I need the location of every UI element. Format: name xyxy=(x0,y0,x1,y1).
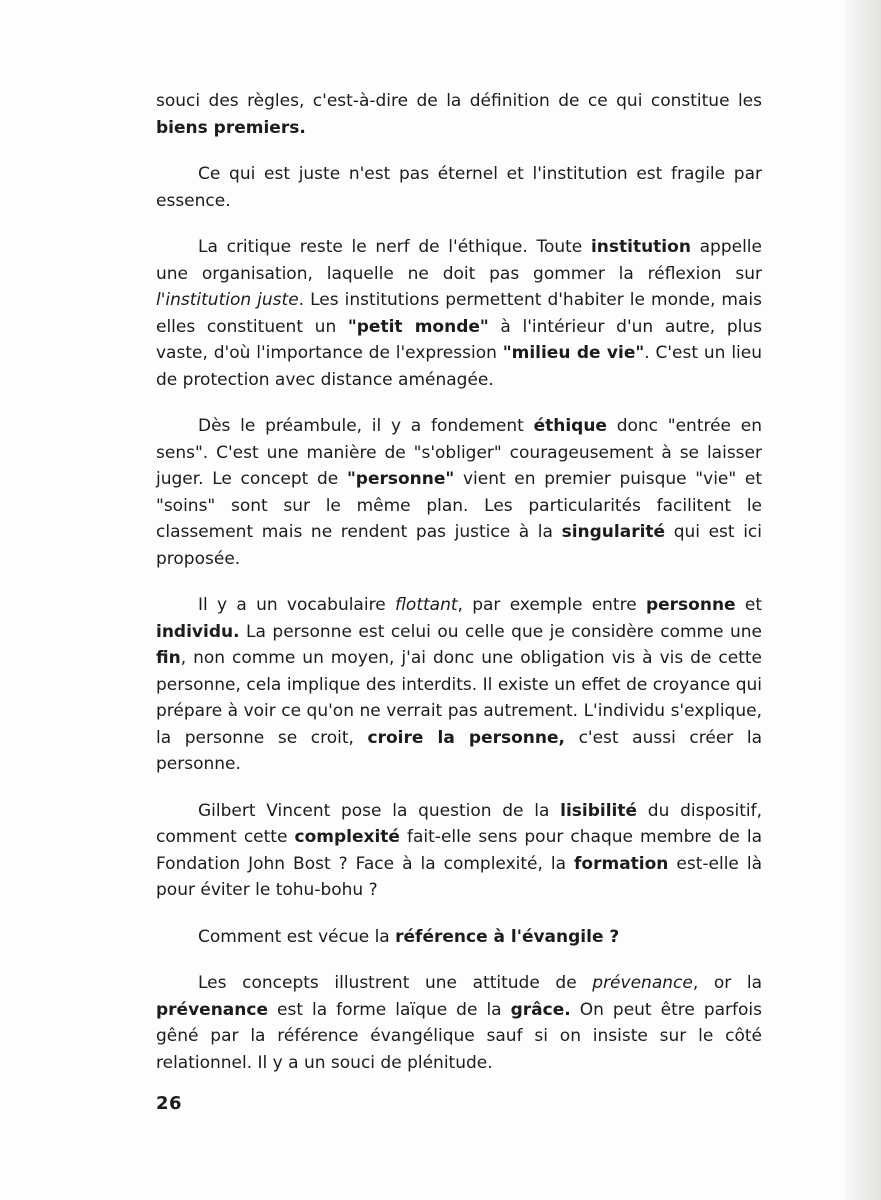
text-run: à l'intérieur d'un autre, plus vaste, d'où l'importance de l'expression xyxy=(156,316,762,363)
bold-text: fin xyxy=(156,648,181,668)
text-run: qui est ici proposée. xyxy=(156,522,762,569)
page-edge-shadow xyxy=(845,0,881,1200)
bold-text: "personne" xyxy=(346,469,455,489)
text-run: appelle une organisation, laquelle ne doit pas gommer la réflexion sur xyxy=(156,237,762,284)
bold-text: institution xyxy=(590,237,691,257)
bold-text: personne xyxy=(645,595,736,615)
italic-text: l'institution juste xyxy=(156,290,299,310)
bold-text: complexité xyxy=(294,827,400,847)
text-run: La personne est celui ou celle que je considère comme une xyxy=(239,621,762,642)
text-run: Il y a un vocabulaire xyxy=(198,595,395,615)
text-run: c'est aussi créer la personne. xyxy=(156,727,763,774)
italic-text: flottant xyxy=(394,595,458,615)
paragraph xyxy=(156,234,762,393)
paragraph xyxy=(156,413,762,572)
paragraph xyxy=(156,592,762,778)
text-run: , or la xyxy=(692,973,762,993)
bold-text: singularité xyxy=(561,522,666,542)
bold-text: biens premiers. xyxy=(156,117,306,138)
body-text xyxy=(156,88,762,1096)
paragraph xyxy=(156,798,762,904)
paragraph xyxy=(156,161,762,214)
text-run: Gilbert Vincent pose la question de la xyxy=(198,800,561,821)
text-run: est la forme laïque de la xyxy=(267,999,511,1020)
bold-text: croire la personne, xyxy=(367,727,565,748)
bold-text: individu. xyxy=(156,621,240,642)
text-run: est-elle là pour éviter le tohu-bohu ? xyxy=(156,853,762,900)
paragraph xyxy=(156,924,762,951)
bold-text: "petit monde" xyxy=(347,316,489,337)
text-run: fait-elle sens pour chaque membre de la Fondation John Bost ? Face à la complexité, la xyxy=(156,827,763,874)
bold-text: éthique xyxy=(533,416,607,436)
bold-text: "milieu de vie" xyxy=(502,343,645,363)
text-run: donc "entrée en sens". C'est une manière de "s'obliger" courageusement à se laisser juger. Le concept de xyxy=(156,416,762,489)
text-run: Dès le préambule, il y a fondement xyxy=(198,416,534,436)
bold-text: référence à l'évangile ? xyxy=(395,926,620,947)
text-run: , non comme un moyen, j'ai donc une obligation vis à vis de cette personne, cela implique des interdits. Il existe un effet de croyance qui prépare à voir ce qu'on ne verrait pas autrement. L'individu s'explique, la personne se croit, xyxy=(156,648,762,748)
bold-text: formation xyxy=(574,853,669,874)
bold-text: grâce. xyxy=(510,999,571,1020)
text-run: . Les institutions permettent d'habiter le monde, mais elles constituent un xyxy=(156,290,762,337)
page-number: 26 xyxy=(156,1093,183,1114)
paragraph xyxy=(156,88,762,141)
text-run: La critique reste le nerf de l'éthique. Toute xyxy=(198,237,591,257)
text-run: . C'est un lieu de protection avec distance aménagée. xyxy=(156,343,762,390)
text-run: , par exemple entre xyxy=(457,595,646,615)
text-run: Comment est vécue la xyxy=(198,926,396,947)
text-run: Les concepts illustrent une attitude de xyxy=(198,973,593,993)
text-run: et xyxy=(735,595,763,615)
text-run: du dispositif, comment cette xyxy=(156,800,762,847)
bold-text: prévenance xyxy=(156,999,268,1020)
paragraph xyxy=(156,970,762,1076)
text-run: souci des règles, c'est-à-dire de la définition de ce qui constitue les xyxy=(156,91,762,111)
text-run: Ce qui est juste n'est pas éternel et l'institution est fragile par essence. xyxy=(156,164,762,211)
italic-text: prévenance xyxy=(592,973,693,993)
bold-text: lisibilité xyxy=(560,800,638,821)
text-run: vient en premier puisque "vie" et "soins" sont sur le même plan. Les particularités facilitent le classement mais ne rendent pas justice à la xyxy=(156,469,762,542)
text-run: On peut être parfois gêné par la référence évangélique sauf si on insiste sur le côté relationnel. Il y a un souci de plénitude. xyxy=(156,999,763,1073)
